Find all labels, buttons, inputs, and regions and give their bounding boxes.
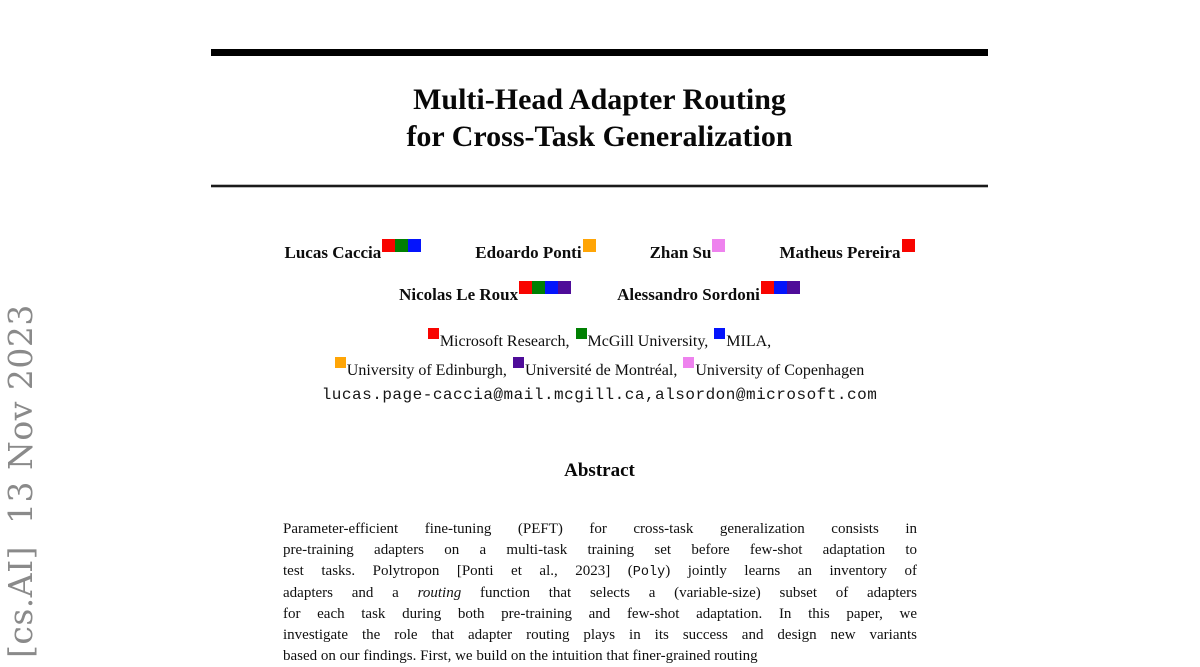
abstract-segment: routing	[417, 585, 462, 601]
author-name: Matheus Pereira	[779, 243, 901, 262]
author-name: Lucas Caccia	[284, 243, 382, 262]
abstract-line	[283, 519, 917, 540]
affiliation-marker-red	[519, 281, 532, 294]
affiliation-label: University of Copenhagen	[695, 362, 865, 379]
author	[650, 239, 726, 264]
affiliation-label: MILA,	[726, 333, 772, 350]
abstract-segment: adapters and a	[283, 585, 418, 601]
author-emails: lucas.page-caccia@mail.mcgill.ca,alsordon@microsoft.com	[321, 386, 878, 404]
affiliation-marker-green	[576, 328, 587, 339]
paper-title-line-1: Multi-Head Adapter Routing	[413, 83, 786, 116]
arxiv-watermark: [cs.AI] 13 Nov 2023	[1, 304, 40, 658]
abstract-line	[283, 583, 917, 604]
authors-row-2	[161, 281, 1038, 306]
affiliation-label: McGill University,	[587, 333, 709, 350]
title-rule-bottom	[211, 185, 988, 187]
affiliation-markers	[902, 239, 915, 252]
abstract-segment: based on our findings. First, we build on the intuition that finer-grained routing	[283, 648, 758, 664]
affiliation-markers	[761, 281, 800, 294]
paper-title	[211, 81, 988, 155]
abstract-segment: test tasks. Polytropon [Ponti et al., 2023] (	[283, 563, 633, 579]
author-name: Zhan Su	[649, 243, 712, 262]
affiliation-marker-blue	[774, 281, 787, 294]
affiliation-marker-red	[761, 281, 774, 294]
author	[399, 281, 571, 306]
paper-title-line-2: for Cross-Task Generalization	[406, 120, 793, 153]
affiliation-item	[714, 333, 771, 350]
abstract-segment: ) jointly learns an inventory of	[665, 563, 917, 579]
author-name: Alessandro Sordoni	[617, 285, 760, 304]
affiliation-marker-green	[395, 239, 408, 252]
abstract-line	[283, 540, 917, 561]
affiliation-marker-purple	[558, 281, 571, 294]
author	[284, 239, 421, 264]
affiliation-markers	[519, 281, 571, 294]
affiliation-marker-orange	[335, 357, 346, 368]
abstract-line	[283, 561, 917, 583]
abstract-segment: Parameter-efficient fine-tuning (PEFT) for cross-task generalization consists in	[283, 521, 917, 537]
affiliation-markers	[712, 239, 725, 252]
affiliation-item	[335, 362, 507, 379]
abstract-heading: Abstract	[564, 460, 635, 481]
affiliation-label: Université de Montréal,	[524, 362, 678, 379]
abstract-line	[283, 604, 917, 625]
affiliations	[211, 327, 988, 385]
affiliation-marker-violet	[712, 239, 725, 252]
abstract-line	[283, 646, 917, 667]
affiliations-line-1	[211, 327, 988, 356]
abstract-segment: function that selects a (variable-size) subset of adapters	[461, 585, 917, 601]
abstract-segment: pre-training adapters on a multi-task training set before few-shot adaptation to	[283, 542, 917, 558]
affiliation-marker-purple	[513, 357, 524, 368]
abstract-line	[283, 625, 917, 646]
affiliation-marker-blue	[545, 281, 558, 294]
author-name: Edoardo Ponti	[475, 243, 582, 262]
author	[617, 281, 800, 306]
affiliation-marker-purple	[787, 281, 800, 294]
authors-row-1	[161, 239, 1038, 264]
abstract-text	[283, 519, 917, 667]
abstract-segment: investigate the role that adapter routing plays in its success and design new variants	[283, 627, 917, 643]
author-name: Nicolas Le Roux	[399, 285, 519, 304]
affiliation-item	[683, 362, 864, 379]
affiliation-marker-red	[382, 239, 395, 252]
affiliation-item	[428, 333, 570, 350]
author	[779, 239, 914, 264]
affiliation-marker-violet	[683, 357, 694, 368]
abstract-segment: for each task during both pre-training and few-shot adaptation. In this paper, we	[283, 606, 917, 622]
affiliation-marker-green	[532, 281, 545, 294]
affiliation-marker-red	[902, 239, 915, 252]
abstract-segment: Poly	[632, 565, 666, 580]
affiliation-label: Microsoft Research,	[439, 333, 570, 350]
affiliation-item	[513, 362, 677, 379]
affiliation-marker-red	[428, 328, 439, 339]
affiliation-marker-blue	[714, 328, 725, 339]
affiliation-marker-blue	[408, 239, 421, 252]
author	[475, 239, 595, 264]
affiliation-marker-orange	[583, 239, 596, 252]
affiliation-markers	[382, 239, 421, 252]
title-rule-top	[211, 49, 988, 56]
affiliation-markers	[583, 239, 596, 252]
affiliation-item	[576, 333, 709, 350]
affiliation-label: University of Edinburgh,	[346, 362, 507, 379]
affiliations-line-2	[211, 356, 988, 385]
